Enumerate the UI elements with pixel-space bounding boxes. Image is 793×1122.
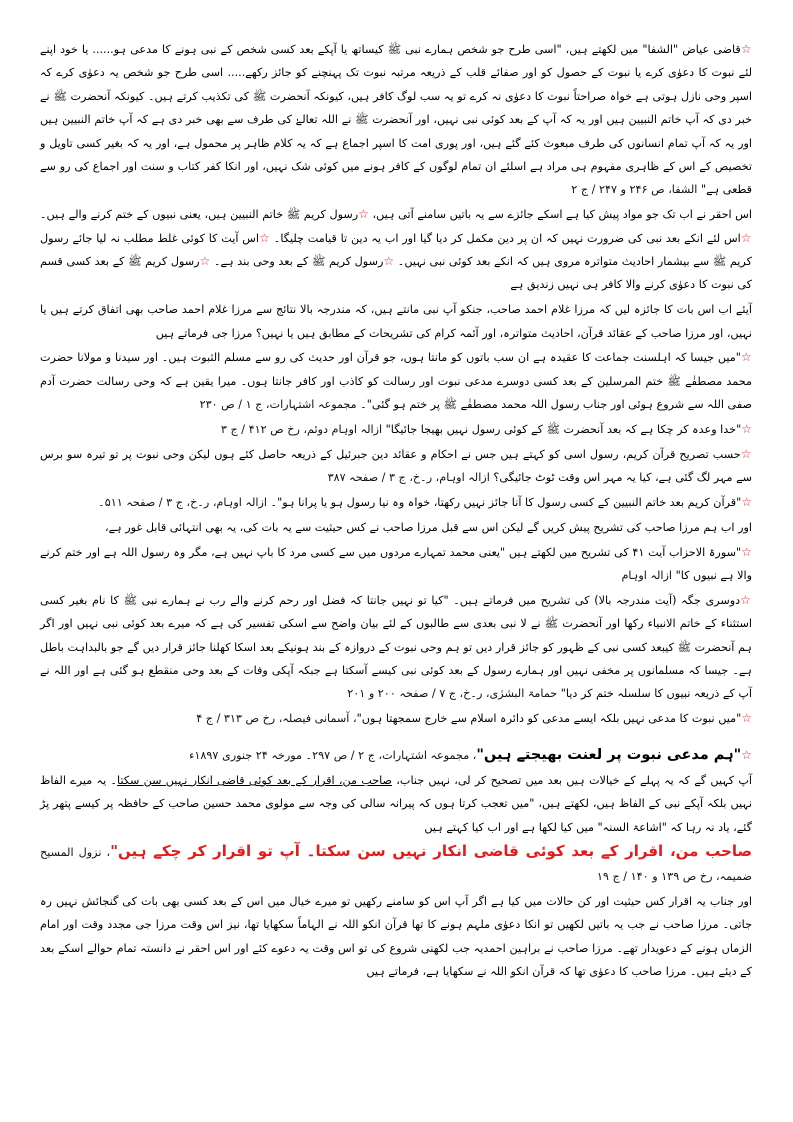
underlined-phrase: صاحب من، اقرار کے بعد کوئی قاضی انکار نہیں سن سکتا bbox=[117, 773, 393, 787]
paragraph-text: آپ کہیں گے کہ یہ پہلے کے خیالات ہیں بعد میں تصحیح کر لی، نہیں جناب، bbox=[392, 773, 752, 787]
star-outline-icon: ☆ bbox=[741, 544, 752, 559]
star-outline-icon: ☆ bbox=[740, 230, 752, 245]
paragraph-quote-hasb-tasreeh bbox=[40, 443, 752, 490]
paragraph-text: "سورۃ الاحزاب آیت ۴۱ کی تشریح میں لکھتے ہیں "یعنی محمد تمہارے مردوں میں سے کسی مرد کا باپ نہیں ہے، مگر وہ رسول اللہ ہے اور ختم کرنے والا ہے نبیوں کا" bbox=[40, 545, 752, 583]
star-outline-icon: ☆ bbox=[259, 230, 270, 245]
star-outline-icon: ☆ bbox=[740, 446, 753, 461]
paragraph-review-mirza bbox=[40, 298, 752, 345]
paragraph-text: دوسری جگہ (آیت مندرجہ بالا) کی تشریح میں فرماتے ہیں۔ "کیا تو نہیں جانتا کہ فضل اور رحم کرنے والے رب نے ہمارے نبی ﷺ کا نام بغیر کسی استثناء کے خاتم الانبیاء رکھا اور آنحضرت ﷺ نے لا نبی بعدی سے طالبوں کے لئے بیان واضح سے اسکی تفسیر کی ہے کہ میرے بعد کوئی نبی نہیں اور اگر ہم آنحضرت ﷺ کیبعد کسی نبی کے ظہور کو جائز قرار دیں تو ہم وحی نبوت کے دروازہ کے بند ہونیکے بعد اسکا کھلنا جائز قرار دیں گے جو بالبداہت باطل ہے۔ جیسا کہ مسلمانوں پر مخفی نہیں اور ہمارے رسول کے بعد کوئی نبی کیسے آسکتا ہے جبکہ آپکی وفات کے بعد وحی منقطع ہو گئی ہے اور اللہ نے آپ کے ذریعہ نبیوں کا سلسلہ ختم کر دیا" bbox=[40, 593, 752, 701]
star-outline-icon: ☆ bbox=[741, 748, 752, 763]
citation: الشفا، ص ۲۴۶ و ۲۴۷ / ج ۲ bbox=[571, 183, 701, 197]
citation: ، مجموعہ اشتہارات، ج ۲ / ص ۲۹۷۔ مورخہ ۲۴ جنوری ۱۸۹۷ء bbox=[189, 749, 477, 763]
citation: ازالہ اوہام bbox=[621, 569, 676, 583]
star-outline-icon: ☆ bbox=[741, 711, 752, 726]
paragraph-text: اور جناب یہ اقرار کس حیثیت اور کن حالات میں کیا ہے اگر آپ اس کو سامنے رکھیں تو میرے خیال میں اس کے بعد کسی بھی بات کی گنجائش نہیں رہ جاتی۔ مرزا صاحب نے جب یہ باتیں لکھیں تو انکا دعوٰی ملہم ہونے کا تھا قرآن انکو اللہ نے الہاماً سکھایا تھا، نیز اس وقت مرزا جی مجدد وقت اور امام الزماں ہونے کے دعویدار تھے۔ مرزا صاحب نے براہین احمدیہ جب لکھنی شروع کی تو اس وقت یہ دعوے کئے اور اس احقر نے دانستہ تمام حوالے اسکے بعد کے دیئے ہیں۔ مرزا صاحب کا دعوٰی تھا کہ قرآن انکو اللہ نے سکھایا ہے، فرماتے ہیں bbox=[40, 894, 752, 978]
citation: ازالہ اوہام، ر۔خ، ج ۳ / صفحہ ۵۱۱۔ bbox=[98, 496, 271, 510]
summary-point: رسول کریم ﷺ خاتم النبیین ہیں، یعنی نبیوں کے ختم کرنے والے ہیں۔ bbox=[40, 208, 359, 222]
summary-point: رسول کریم ﷺ کے بعد وحی بند ہے۔ bbox=[213, 255, 384, 269]
emphasized-quote: "ہم مدعی نبوت پر لعنت بھیجتے ہیں" bbox=[476, 747, 742, 764]
citation: ازالہ اوہام دوئم، رخ ص ۴۱۲ / ج ۳ bbox=[220, 423, 386, 437]
document-page bbox=[40, 38, 752, 985]
citation: حمامۃ البشرٰی، ر۔خ، ج ۷ / صفحہ ۲۰۰ و ۲۰۱ bbox=[347, 687, 561, 701]
paragraph-text: "قرآن کریم بعد خاتم النبیین کے کسی رسول کا آنا جائز نہیں رکھتا، خواہ وہ نیا رسول ہو یا پرانا ہو"۔ bbox=[270, 496, 742, 510]
star-outline-icon: ☆ bbox=[741, 422, 752, 437]
paragraph-quote-doosri-jagah bbox=[40, 589, 752, 706]
citation: آسمانی فیصلہ، رخ ص ۳۱۳ / ج ۴ bbox=[196, 712, 353, 726]
paragraph-red-quote bbox=[40, 840, 752, 888]
star-outline-icon: ☆ bbox=[741, 495, 752, 510]
paragraph-text: "میں جیسا کہ اہلسنت جماعت کا عقیدہ ہے ان سب باتوں کو مانتا ہوں، جو قرآن اور حدیث کی رو سے مسلم الثبوت ہیں۔ اور سیدنا و مولانا حضرت محمد مصطفٰے ﷺ ختم المرسلین کے بعد کسی دوسرے مدعی نبوت اور رسالت کو کاذب اور کافر جانتا ہوں۔ میرا یقین ہے کہ وحی رسالت حضرت آدم صفی اللہ سے شروع ہوئی اور جناب رسول اللہ محمد مصطفٰے ﷺ پر ختم ہو گئی"۔ bbox=[40, 351, 752, 412]
paragraph-text: اور اب ہم مرزا صاحب کی تشریح پیش کریں گے لیکن اس سے قبل مرزا صاحب نے کس حیثیت سے یہ بات کی، یہ بھی انتہائی قابل غور ہے، bbox=[104, 520, 752, 534]
star-outline-icon: ☆ bbox=[740, 592, 752, 607]
citation: مجموعہ اشتہارات، ج ۱ / ص ۲۳۰ bbox=[199, 398, 361, 412]
paragraph-quote-nabuwat-ka-muddai bbox=[40, 707, 752, 730]
citation: ، نزول المسیح ضمیمہ، رخ ص ۱۳۹ و ۱۴۰ / ج ۱۹ bbox=[40, 846, 752, 883]
summary-point: اس لئے انکے بعد نبی کی ضرورت نہیں کہ ان پر دین مکمل کر دیا گیا اور اب یہ دین تا قیامت چلیگا۔ bbox=[273, 231, 741, 245]
paragraph-quote-khuda-wada bbox=[40, 418, 752, 441]
star-outline-icon: ☆ bbox=[199, 254, 211, 269]
paragraph-tashreeh-intro bbox=[40, 516, 752, 539]
star-outline-icon: ☆ bbox=[740, 42, 752, 56]
summary-point: رسول کریم ﷺ کے بعد کسی قسم کی نبوت کا دعوٰی کرنے والا کافر ہی نہیں زندیق ہے bbox=[40, 255, 752, 292]
paragraph-text: ۔ یہ میرے الفاظ نہیں بلکہ آپکے نبی کے الفاظ ہیں، لکھتے ہیں، "میں تعجب کرتا ہوں کہ پیرانہ سالی کی وجہ سے مولوی محمد حسین صاحب کے حافظہ پر کیسے پتھر پڑ گئے، یاد نہ رہا کہ "اشاعۃ السنہ" میں کیا لکھا ہے اور اب کیا کہتے ہیں bbox=[40, 773, 752, 834]
paragraph-conclusion bbox=[40, 890, 752, 984]
paragraph-iqrar bbox=[40, 769, 752, 839]
spacer bbox=[40, 732, 752, 744]
paragraph-text: "میں نبوت کا مدعی نہیں بلکہ ایسے مدعی کو دائرہ اسلام سے خارج سمجھتا ہوں"، bbox=[352, 712, 742, 726]
paragraph-qazi-ayaz bbox=[40, 38, 752, 202]
highlighted-red-quote: صاحب من، اقرار کے بعد کوئی قاضی انکار نہیں سن سکتا۔ آپ تو اقرار کر چکے ہیں" bbox=[110, 842, 753, 861]
paragraph-summary-points bbox=[40, 203, 752, 297]
paragraph-quote-quran-kareem bbox=[40, 491, 752, 514]
star-outline-icon: ☆ bbox=[383, 254, 395, 269]
paragraph-text: اس احقر نے اب تک جو مواد پیش کیا ہے اسکے جائزے سے یہ باتیں سامنے آتی ہیں، bbox=[372, 208, 752, 222]
star-outline-icon: ☆ bbox=[358, 207, 369, 222]
star-outline-icon: ☆ bbox=[740, 350, 752, 365]
paragraph-text: "خدا وعدہ کر چکا ہے کہ بعد آنحضرت ﷺ کے کوئی رسول نہیں بھیجا جائیگا" bbox=[385, 423, 742, 437]
paragraph-text: قاضی عیاض "الشفا" میں لکھتے ہیں، "اسی طرح جو شخص ہمارے نبی ﷺ کیساتھ یا آپکے بعد کسی شخص کے نبی ہونے کا مدعی ہو...... یا خود اپنے لئے نبوت کا دعوٰی کرے یا نبوت کے حصول کو اور صفائے قلب کے ذریعہ مرتبہ نبوت تک پہنچنے کو جائز رکھے..... اسی طرح جو شخص یہ دعوٰی کرے کہ اسپر وحی نازل ہوتی ہے خواہ صراحتاً نبوت کا دعوٰی نہ کرے تو یہ سب لوگ کافر ہیں، کیونکہ آنحضرت ﷺ کی تکذیب کرتے ہیں۔ کیونکہ آنحضرت ﷺ نے خبر دی کہ آپ خاتم النبیین ہیں اور یہ کہ آپ کے بعد کوئی نبی نہیں، اور آنحضرت ﷺ نے اللہ تعالےٰ کی طرف سے بھی خبر دی ہے کہ آپ خاتم النبیین ہیں اور یہ کہ آپ تمام انسانوں کی طرف مبعوث کئے گئے ہیں، اور پوری امت کا اسپر اجماع ہے کہ یہ کلام ظاہر پر محمول ہے، اور یہ کہ بغیر کسی تاویل و تخصیص کے اس کے ظاہری مفہوم ہی مراد ہے اسلئے ان تمام لوگوں کے کافر ہونے میں کوئی شک نہیں، اور انکا کفر کتاب و سنت اور اجماع کی رو سے قطعی ہے" bbox=[40, 43, 752, 197]
paragraph-text: آیئے اب اس بات کا جائزہ لیں کہ مرزا غلام احمد صاحب، جنکو آپ نبی مانتے ہیں، کہ مندرجہ بالا نتائج سے مرزا غلام احمد صاحب بھی اتفاق کرتے ہیں یا نہیں، اور مرزا صاحب کے عقائد قرآن، احادیث متواترہ، اور آئمہ کرام کی تشریحات کے مطابق ہیں یا نہیں؟ مرزا جی فرماتے ہیں bbox=[40, 303, 752, 340]
summary-point: اس آیت کا کوئی غلط مطلب نہ لیا جائے رسول کریم ﷺ سے بیشمار احادیث متواترہ مروی ہیں کہ انکے بعد کوئی نبی نہیں۔ bbox=[40, 231, 752, 269]
paragraph-text: حسب تصریح قرآن کریم، رسول اسی کو کہتے ہیں جس نے احکام و عقائد دین جبرئیل کے ذریعہ حاصل کئے ہوں لیکن وحی نبوت پر تو تیرہ سو برس سے مہر لگ گئی ہے، کیا یہ مہر اس وقت ٹوٹ جائیگی؟ bbox=[40, 447, 752, 485]
paragraph-quote-lanat bbox=[40, 744, 752, 767]
citation: ازالہ اوہام، ر۔خ، ج ۳ / صفحہ ۳۸۷ bbox=[327, 471, 494, 485]
paragraph-quote-surah-ahzab bbox=[40, 541, 752, 588]
paragraph-quote-ahlesunnat bbox=[40, 346, 752, 416]
